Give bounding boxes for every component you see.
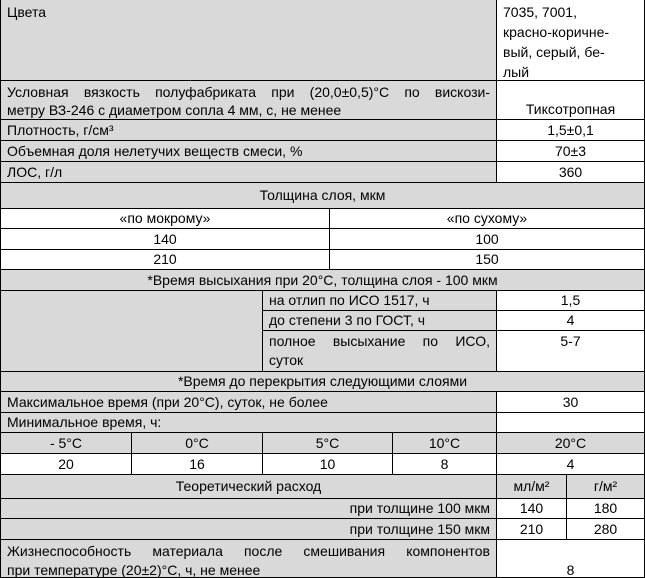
- thickness-dry-header-cell: [330, 209, 645, 229]
- potlife-value: 8: [566, 562, 575, 578]
- density-value-cell: [497, 120, 645, 141]
- colors-value-cell: [497, 0, 645, 81]
- thickness-wet-value: 210: [153, 251, 177, 267]
- min-time-cell: [497, 454, 645, 475]
- recoat-max-value-cell: [497, 392, 645, 413]
- colors-value-line-4: лый: [503, 64, 530, 80]
- thickness-wet-header-cell: [0, 209, 330, 229]
- temperature-cell: [0, 433, 132, 454]
- temperature-cell: [497, 433, 645, 454]
- thickness-dry-label: «по сухому»: [446, 210, 528, 226]
- min-time-cell: [0, 454, 132, 475]
- nonvolatile-label-cell: [0, 141, 497, 162]
- temperature-label: 20°С: [554, 435, 587, 451]
- consumption-header: Теоретический расход: [175, 478, 322, 494]
- consumption-value-cell: [567, 519, 645, 540]
- drying-blank-cell: [0, 291, 263, 372]
- viscosity-label-line-2: метру ВЗ-246 с диаметром сопла 4 мм, с, не менее: [7, 102, 342, 118]
- thickness-dry-value: 150: [475, 251, 499, 267]
- consumption-value-g: 280: [593, 521, 618, 537]
- min-time-cell: [263, 454, 393, 475]
- potlife-label-line-1: Жизнеспособность материала после смешивания компонентов: [7, 543, 490, 559]
- recoat-header-cell: [0, 372, 645, 392]
- drying-value: 5-7: [560, 333, 581, 349]
- density-label-cell: [0, 120, 497, 141]
- recoat-max-label-cell: [0, 392, 497, 413]
- recoat-min-empty-cell: [497, 413, 645, 433]
- viscosity-label-cell: [0, 81, 497, 120]
- thickness-dry-cell: [330, 229, 645, 250]
- drying-label-line-2: суток: [269, 352, 304, 368]
- thickness-wet-label: «по мокрому»: [119, 210, 211, 226]
- viscosity-value: Тиксотропная: [525, 101, 616, 117]
- drying-value: 1,5: [560, 292, 581, 308]
- consumption-label-cell: [0, 499, 497, 519]
- colors-value-line-3: вый, серый, бе-: [503, 44, 605, 60]
- drying-value-cell: [497, 311, 645, 331]
- potlife-label-line-2: при температуре (20±2)°С, ч, не менее: [7, 562, 261, 578]
- min-time-value: 10: [319, 456, 336, 472]
- min-time-value: 8: [440, 456, 449, 472]
- consumption-header-cell: [0, 475, 497, 499]
- thickness-wet-cell: [0, 250, 330, 270]
- recoat-header: *Время до перекрытия следующими слоями: [177, 373, 468, 389]
- thickness-header-cell: [0, 183, 645, 209]
- nonvolatile-value: 70±3: [554, 143, 587, 159]
- temperature-cell: [132, 433, 263, 454]
- drying-value-cell: [497, 331, 645, 372]
- min-time-value: 20: [58, 456, 74, 472]
- drying-value: 4: [566, 312, 575, 328]
- min-time-cell: [132, 454, 263, 475]
- drying-header-cell: [0, 270, 645, 291]
- drying-value-cell: [497, 291, 645, 311]
- thickness-dry-value: 100: [475, 231, 499, 247]
- potlife-value-cell: [497, 540, 645, 578]
- thickness-wet-cell: [0, 229, 330, 250]
- thickness-header: Толщина слоя, мкм: [259, 187, 386, 203]
- temperature-cell: [263, 433, 393, 454]
- drying-label-cell: [263, 331, 497, 372]
- consumption-label-cell: [0, 519, 497, 540]
- density-value: 1,5±0,1: [547, 122, 594, 138]
- drying-header: *Время высыхания при 20°С, толщина слоя - 100 мкм: [147, 272, 498, 288]
- consumption-value-g: 180: [593, 500, 618, 516]
- temperature-label: - 5°С: [49, 435, 83, 451]
- colors-value-line-1: 7035, 7001,: [503, 4, 577, 20]
- consumption-unit-cell: [567, 475, 645, 499]
- temperature-label: 0°С: [185, 435, 209, 451]
- recoat-max-value: 30: [562, 394, 579, 410]
- viscosity-value-cell: [497, 81, 645, 120]
- thickness-dry-cell: [330, 250, 645, 270]
- drying-label: на отлип по ИСО 1517, ч: [269, 292, 430, 308]
- voc-label-cell: [0, 162, 497, 183]
- voc-value-cell: [497, 162, 645, 183]
- thickness-wet-value: 140: [153, 231, 177, 247]
- nonvolatile-label: Объемная доля нелетучих веществ смеси, %: [7, 143, 303, 159]
- colors-value-line-2: красно-коричне-: [503, 24, 610, 40]
- consumption-label: при толщине 150 мкм: [349, 521, 490, 537]
- colors-label: Цвета: [7, 4, 46, 20]
- drying-label-cell: [263, 291, 497, 311]
- consumption-value-ml: 210: [519, 521, 544, 537]
- min-time-value: 16: [189, 456, 205, 472]
- consumption-value-ml: 140: [519, 500, 544, 516]
- drying-label: до степени 3 по ГОСТ, ч: [269, 312, 426, 328]
- recoat-min-label-cell: [0, 413, 497, 433]
- recoat-min-label: Минимальное время, ч:: [7, 414, 162, 430]
- drying-label-line-1: полное высыхание по ИСО,: [269, 333, 490, 349]
- consumption-unit-cell: [497, 475, 567, 499]
- min-time-cell: [393, 454, 497, 475]
- consumption-unit-g: г/м²: [593, 478, 618, 494]
- min-time-value: 4: [566, 456, 575, 472]
- consumption-value-cell: [497, 499, 567, 519]
- colors-label-cell: [0, 0, 497, 81]
- density-label: Плотность, г/см³: [7, 122, 114, 138]
- temperature-label: 10°С: [428, 435, 461, 451]
- consumption-unit-ml: мл/м²: [513, 478, 550, 494]
- drying-label-cell: [263, 311, 497, 331]
- viscosity-label-line-1: Условная вязкость полуфабриката при (20,0±0,5)°С по вискози-: [7, 84, 490, 100]
- voc-label: ЛОС, г/л: [7, 164, 63, 180]
- nonvolatile-value-cell: [497, 141, 645, 162]
- recoat-max-label: Максимальное время (при 20°С), суток, не более: [7, 394, 328, 410]
- consumption-label: при толщине 100 мкм: [349, 500, 490, 516]
- temperature-cell: [393, 433, 497, 454]
- potlife-label-cell: [0, 540, 497, 578]
- voc-value: 360: [558, 164, 583, 180]
- consumption-value-cell: [497, 519, 567, 540]
- temperature-label: 5°С: [315, 435, 340, 451]
- consumption-value-cell: [567, 499, 645, 519]
